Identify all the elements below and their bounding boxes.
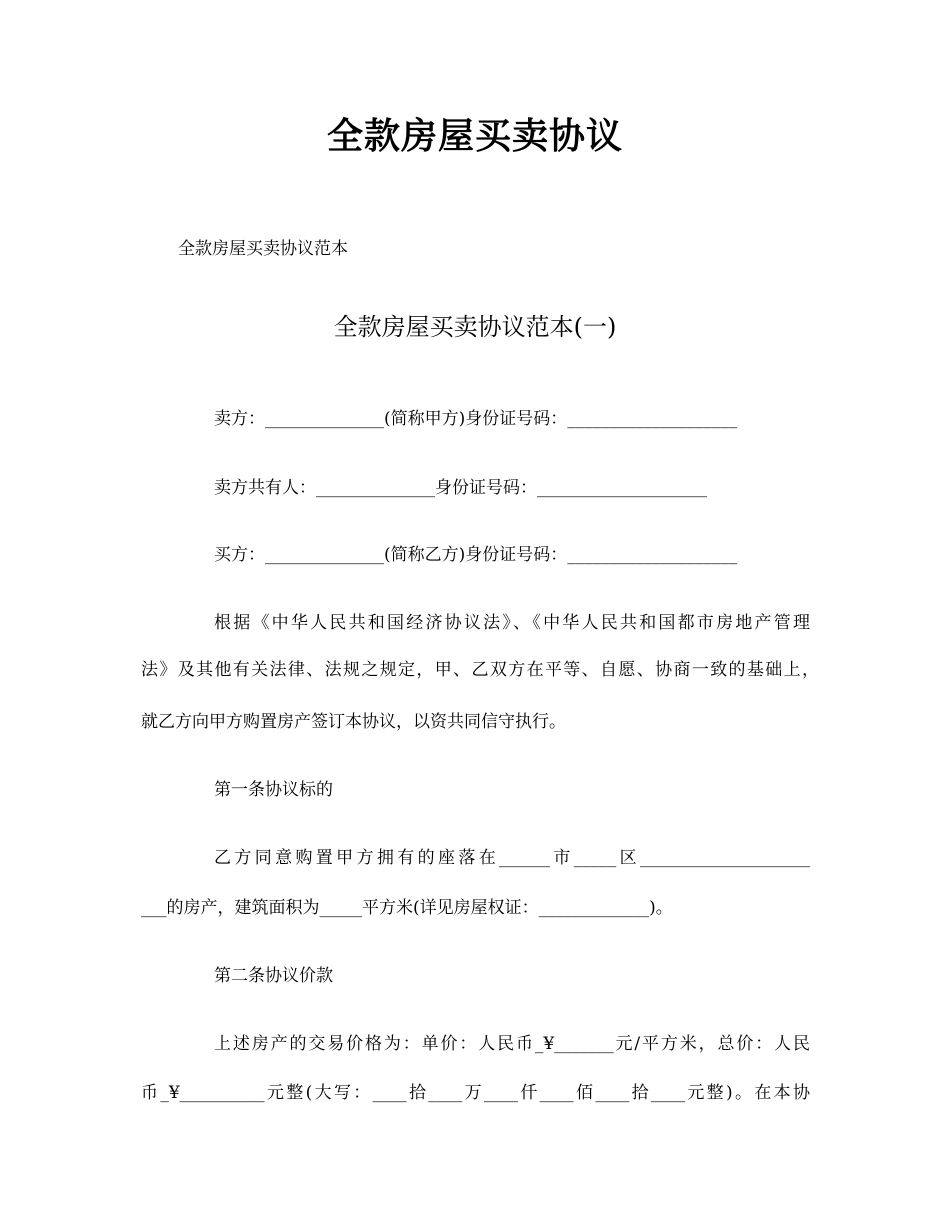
section-title: 全款房屋买卖协议范本(一) — [333, 313, 617, 341]
article-2-heading: 第二条协议价款 — [214, 966, 333, 986]
document-title: 全款房屋买卖协议 — [326, 115, 623, 157]
article-2-line-1: 上述房产的交易价格为：单价：人民币_¥_______元/平方米，总价：人民 — [214, 1034, 810, 1054]
buyer-line: 买方：______________(简称乙方)身份证号码：____________________ — [214, 545, 738, 565]
preamble-line-1: 根据《中华人民共和国经济协议法》、《中华人民共和国都市房地产管理 — [214, 613, 810, 633]
preamble-line-2: 法》及其他有关法律、法规之规定，甲、乙双方在平等、自愿、协商一致的基础上， — [141, 660, 819, 680]
article-1-heading: 第一条协议标的 — [214, 780, 333, 800]
article-1-line-1: 乙方同意购置甲方拥有的座落在______市_____区____________________ — [214, 848, 810, 868]
article-2-line-2: 币_¥__________元整(大写：____拾____万____仟____佰____拾____元整)。在本协 — [141, 1083, 810, 1103]
document-subtitle: 全款房屋买卖协议范本 — [178, 239, 348, 259]
preamble-line-3: 就乙方向甲方购置房产签订本协议，以资共同信守执行。 — [141, 712, 566, 732]
article-1-line-2: ___的房产，建筑面积为_____平方米(详见房屋权证：_____________)。 — [141, 898, 673, 918]
seller-line: 卖方：______________(简称甲方)身份证号码：____________________ — [214, 409, 738, 429]
seller-co-owner-line: 卖方共有人：______________身份证号码：____________________ — [214, 478, 707, 498]
